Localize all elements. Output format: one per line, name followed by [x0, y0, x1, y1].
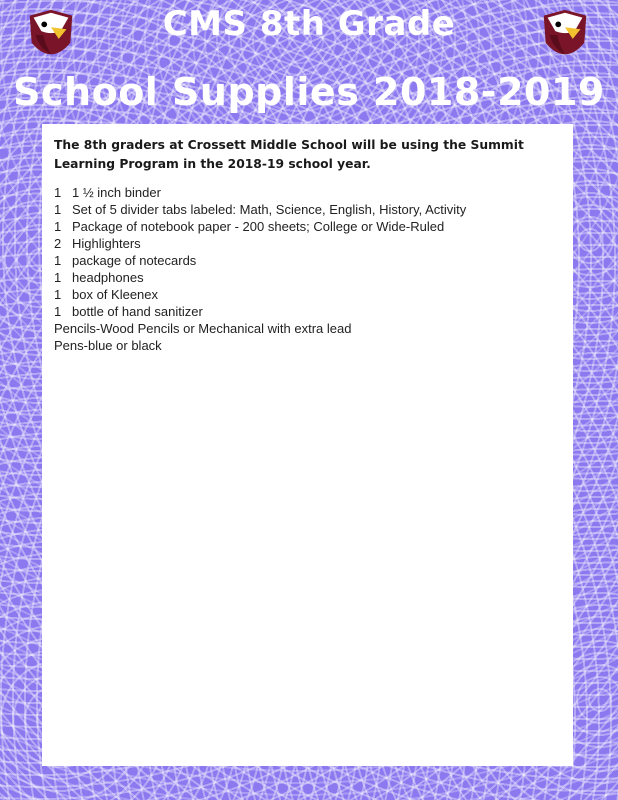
list-item: [54, 303, 564, 320]
list-item: [54, 269, 564, 286]
list-item: [54, 218, 564, 235]
list-item: [54, 201, 564, 218]
item-name: Set of 5 divider tabs labeled: Math, Science, English, History, Activity: [72, 202, 467, 217]
item-quantity: 1: [54, 253, 62, 268]
item-quantity: 1: [54, 287, 62, 302]
item-name: Highlighters: [72, 236, 141, 251]
item-quantity: 2: [54, 236, 62, 251]
item-name: package of notecards: [72, 253, 197, 268]
list-item-pens: Pens-blue or black: [54, 338, 162, 353]
intro-text: The 8th graders at Crossett Middle School will be using the Summit Learning Program in the 2018-19 school year.: [54, 138, 524, 171]
list-item: [54, 184, 564, 201]
supply-list: [54, 184, 564, 354]
item-name: 1 ½ inch binder: [72, 185, 161, 200]
page-title-line2: School Supplies 2018-2019: [13, 70, 605, 114]
list-item-pencils: Pencils-Wood Pencils or Mechanical with extra lead: [54, 321, 352, 336]
page-title-line1: CMS 8th Grade: [162, 4, 456, 44]
item-quantity: 1: [54, 219, 62, 234]
item-name: box of Kleenex: [72, 287, 159, 302]
item-name: Package of notebook paper - 200 sheets; College or Wide-Ruled: [72, 219, 445, 234]
item-name: bottle of hand sanitizer: [72, 304, 203, 319]
item-quantity: 1: [54, 185, 62, 200]
item-quantity: 1: [54, 270, 62, 285]
list-item: [54, 252, 564, 269]
item-name: headphones: [72, 270, 144, 285]
list-item: [54, 286, 564, 303]
item-quantity: 1: [54, 202, 62, 217]
supply-list-panel: [42, 124, 573, 766]
item-quantity: 1: [54, 304, 62, 319]
list-item: [54, 235, 564, 252]
